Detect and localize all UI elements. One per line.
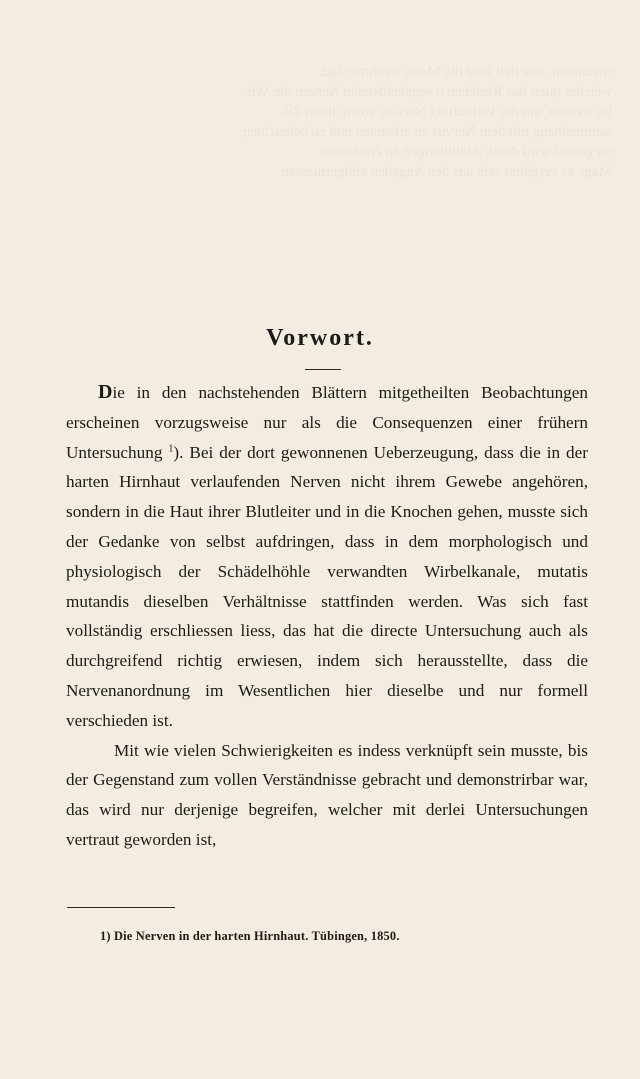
paragraph-1 [66, 378, 588, 736]
title-divider [305, 369, 341, 370]
body-text [66, 378, 588, 855]
paragraph-1-text-b: ). Bei der dort gewonnenen Ueberzeugung, dass die in der harten Hirnhaut verlaufenden Nerven nicht ihrem Gewebe angehören, sondern in die Haut ihrer Blutleiter und in die Knochen gehen, musste sich der Gedanke von selbst aufdringen, dass in dem morphologisch und physiologisch der Schädelhöhle verwandten Wirbelkanale, mutatis mutandis dieselben Verhältnisse stattfinden werden. Was sich fast vollständig erschliessen liess, das hat die directe Untersuchung auch als durchgreifend richtig erwiesen, indem sich herausstellte, dass die Nervenanordnung im Wesentlichen hier dieselbe und nur formell verschieden ist. [66, 442, 588, 730]
bleed-through-text: rhaunhem, wie ileit feist dle Motte frauhme sind. welcher quert das Resiehen u eegeheidenden Nerven der Wir- bo werden, um die Verlaufinet Nerven, sowie ihren Zu- sammenhang mit dem Nervus zu erkennen und zu beleuchten, nu geneal wird durch Abbildungen zu erschauen. Mage es vergönnt seiu aus den Angehen einigermassen [239, 64, 612, 180]
paragraph-2: Mit wie vielen Schwierigkeiten es indess verknüpft sein musste, bis der Gegenstand zum vollen Verständnisse gebracht und demonstrirbar war, das wird nur derjenige begreifen, welcher mit derlei Untersuchungen vertraut geworden ist, [66, 740, 588, 849]
footnote-reference: 1 [168, 442, 174, 454]
footnote: 1) Die Nerven in der harten Hirnhaut. Tübingen, 1850. [100, 929, 400, 943]
page-title: Vorwort. [266, 325, 374, 352]
paragraph-1-text-a: ie in den nachstehenden Blättern mitgetheilten Beobachtungen erscheinen vorzugsweise nur als die Consequenzen einer frühern Untersuchung [66, 383, 588, 462]
drop-cap: D [98, 381, 113, 403]
footnote-divider [67, 907, 175, 908]
